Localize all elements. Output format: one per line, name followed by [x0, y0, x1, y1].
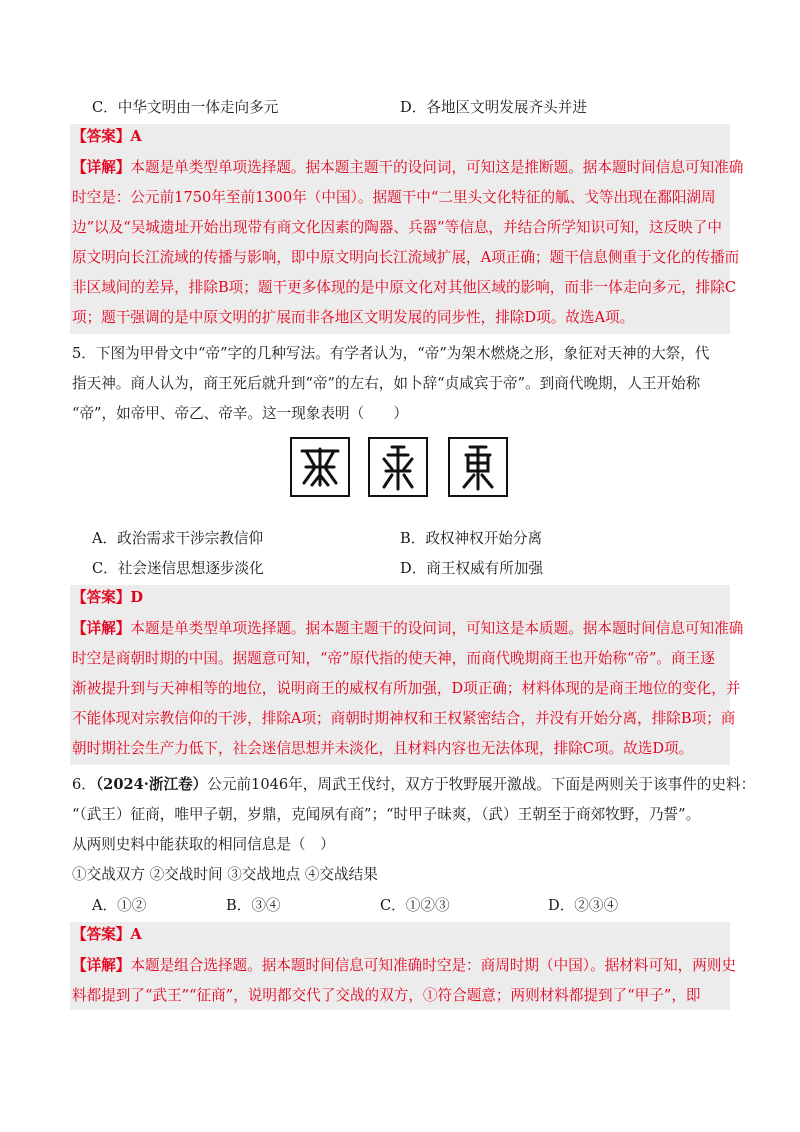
q5-stem-line-3: “帝”，如帝甲、帝乙、帝辛。这一现象表明（ ）	[72, 405, 408, 422]
oracle-glyph-1-drawing	[292, 439, 348, 495]
q5-answer-line	[72, 588, 143, 608]
q4-detail-line-1: 【详解】本题是单类型单项选择题。据本题主题干的设问词，可知这是推断题。据本题时间信息可知准确	[72, 159, 744, 176]
q5-stem-line-1: 5．下图为甲骨文中“帝”字的几种写法。有学者认为，“帝”为架木燃烧之形，象征对天神的大祭，代	[72, 345, 710, 362]
q6-answer-value: A	[130, 926, 142, 943]
q4-answer-line	[72, 127, 142, 147]
q5-option-b: B．政权神权开始分离	[400, 530, 543, 547]
q5-detail-line-2: 时空是商朝时期的中国。据题意可知，“帝”原代指的使天神，而商代晚期商王也开始称“帝”。商王逐	[72, 650, 715, 667]
q5-detail-label: 【详解】	[72, 620, 131, 637]
q5-option-a: A．政治需求干涉宗教信仰	[92, 530, 264, 547]
q4-detail-line-6: 项；题干强调的是中原文明的扩展而非各地区文明发展的同步性，排除D项。故选A项。	[72, 309, 635, 326]
oracle-glyph-1	[290, 437, 350, 497]
q4-detail-line-3: 边”以及“吴城遗址开始出现带有商文化因素的陶器、兵器”等信息，并结合所学知识可知，这反映了中	[72, 219, 722, 236]
q4-detail-label: 【详解】	[72, 159, 131, 176]
q6-stem-line-4: ①交战双方 ②交战时间 ③交战地点 ④交战结果	[72, 866, 378, 883]
q6-number: 6．	[72, 776, 96, 793]
q6-stem-line-3: 从两则史料中能获取的相同信息是（ ）	[72, 836, 335, 853]
q6-stem-line-2: “（武王）征商，唯甲子朝，岁鼎，克闻夙有商”；“时甲子昧爽，（武）王朝至于商郊牧野，乃誓”。	[72, 806, 701, 823]
q6-detail-line-1: 【详解】本题是组合选择题。据本题时间信息可知准确时空是：商周时期（中国）。据材料可知，两则史	[72, 957, 737, 974]
q4-detail-line-5: 非区域间的差异，排除B项；题干更多体现的是中原文化对其他区域的影响，而非一体走向多元，排除C	[72, 279, 737, 296]
q6-option-a: A．①②	[92, 897, 147, 914]
q4-option-d: D．各地区文明发展齐头并进	[400, 99, 587, 116]
oracle-glyph-3-drawing	[450, 439, 506, 495]
q6-detail-label: 【详解】	[72, 957, 131, 974]
q4-detail-line-2: 时空是：公元前1750年至前1300年（中国）。据题干中“二里头文化特征的觚、戈等出现在鄱阳湖周	[72, 189, 716, 206]
q5-answer-block	[70, 585, 744, 765]
oracle-glyph-2	[368, 437, 428, 497]
q5-option-c: C．社会迷信思想逐步淡化	[92, 560, 264, 577]
q5-detail-line-4: 不能体现对宗教信仰的干涉，排除A项；商朝时期神权和王权紧密结合，并没有开始分离，排除B项；商	[72, 710, 736, 727]
oracle-glyph-2-drawing	[370, 439, 426, 495]
q4-answer-block	[70, 124, 744, 334]
q5-answer-value: D	[130, 589, 144, 606]
q6-option-d: D．②③④	[548, 897, 619, 914]
q6-answer-label: 【答案】	[72, 926, 131, 943]
q5-detail-line-5: 朝时期社会生产力低下，社会迷信思想并未淡化，且材料内容也无法体现，排除C项。故选D项。	[72, 740, 694, 757]
q4-option-c: C．中华文明由一体走向多元	[92, 99, 279, 116]
q5-detail-line-3: 渐被提升到与天神相等的地位，说明商王的威权有所加强，D项正确；材料体现的是商王地位的变化，并	[72, 680, 741, 697]
q4-detail-line-4: 原文明向长江流域的传播与影响，即中原文明向长江流域扩展，A项正确；题干信息侧重于文化的传播而	[72, 249, 740, 266]
q5-detail-line-1: 【详解】本题是单类型单项选择题。据本题主题干的设问词，可知这是本质题。据本题时间信息可知准确	[72, 620, 744, 637]
q4-answer-value: A	[130, 128, 142, 145]
q4-answer-label: 【答案】	[72, 128, 131, 145]
q6-answer-line	[72, 925, 142, 945]
q5-stem-line-2: 指天神。商人认为，商王死后就升到“帝”的左右，如卜辞“贞咸宾于帝”。到商代晚期，人王开始称	[72, 375, 701, 392]
q6-source: （2024·浙江卷）	[95, 776, 208, 793]
oracle-glyph-3	[448, 437, 508, 497]
q6-stem-line-1: 6．（2024·浙江卷）公元前1046年，周武王伐纣，双方于牧野展开激战。下面是两则关于该事件的史料：	[72, 776, 756, 793]
q5-option-d: D．商王权威有所加强	[400, 560, 544, 577]
q6-option-c: C．①②③	[380, 897, 450, 914]
q6-option-b: B．③④	[226, 897, 281, 914]
q6-answer-block	[70, 922, 737, 1010]
q6-detail-line-2: 料都提到了“武王”“征商”，说明都交代了交战的双方，①符合题意；两则材料都提到了“甲子”，即	[72, 987, 701, 1004]
q5-answer-label: 【答案】	[72, 589, 131, 606]
